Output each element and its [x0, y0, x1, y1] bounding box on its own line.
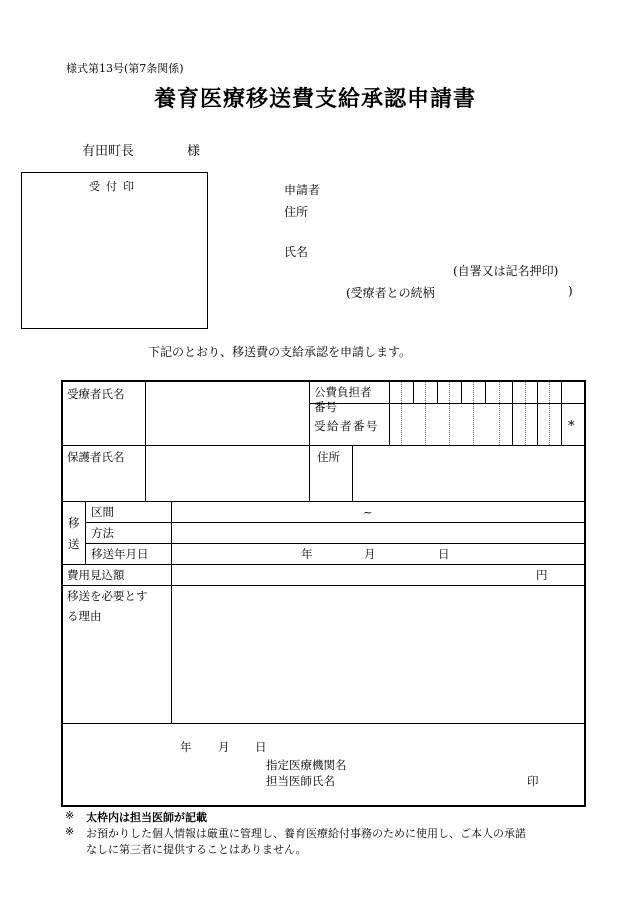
transport-year-label: 年 — [301, 547, 313, 561]
section-tilde: ~ — [363, 505, 373, 519]
medical-institution-label: 指定医療機関名 — [266, 758, 347, 772]
recipient-number-asterisk: * — [568, 419, 575, 434]
form-number: 様式第13号(第7条関係) — [66, 62, 184, 75]
estimated-cost-label: 費用見込額 — [67, 568, 125, 582]
public-payer-number-label-2: 番号 — [314, 400, 337, 414]
section-label: 区間 — [91, 505, 114, 519]
yen-label: 円 — [536, 568, 548, 582]
transport-label-1: 移 — [68, 516, 80, 530]
main-form-table — [61, 380, 586, 807]
guardian-address-label: 住所 — [317, 450, 340, 464]
relation-label: (受療者との続柄 — [346, 286, 435, 300]
reason-label-2: る理由 — [67, 609, 102, 623]
applicant-label: 申請者 — [284, 183, 321, 197]
form-title: 養育医療移送費支給承認申請書 — [153, 86, 476, 112]
recipient-number-label: 受給者番号 — [314, 419, 379, 433]
note-2-line-2: なしに第三者に提供することはありません。 — [86, 843, 307, 856]
transport-label-2: 送 — [68, 537, 80, 551]
application-statement: 下記のとおり、移送費の支給承認を申請します。 — [148, 345, 412, 359]
transport-day-label: 日 — [438, 547, 450, 561]
note-mark-2: ※ — [65, 825, 75, 838]
patient-name-label: 受療者氏名 — [67, 387, 125, 401]
relation-close: ) — [568, 284, 573, 298]
reception-stamp-box — [21, 172, 208, 329]
addressee-honorific: 様 — [187, 144, 201, 159]
certification-year-label: 年 — [180, 740, 192, 754]
method-label: 方法 — [91, 526, 114, 540]
transport-month-label: 月 — [364, 547, 376, 561]
public-payer-number-label-1: 公費負担者 — [314, 385, 372, 399]
note-2-line-1: お預かりした個人情報は厳重に管理し、養育医療給付事務のために使用し、ご本人の承諾 — [86, 827, 526, 840]
certification-month-label: 月 — [218, 740, 230, 754]
guardian-name-label: 保護者氏名 — [67, 450, 125, 464]
reason-label-1: 移送を必要とす — [67, 589, 148, 603]
signature-note: (自署又は記名押印) — [453, 264, 559, 278]
note-1: 太枠内は担当医師が記載 — [86, 811, 207, 824]
transport-date-label: 移送年月日 — [91, 547, 149, 561]
note-mark-1: ※ — [65, 809, 75, 822]
reception-stamp-label: 受付印 — [89, 180, 140, 193]
addressee: 有田町長 — [82, 144, 135, 159]
applicant-address-label: 住所 — [284, 205, 309, 219]
certification-day-label: 日 — [255, 740, 267, 754]
seal-label: 印 — [527, 774, 539, 788]
applicant-name-label: 氏名 — [284, 245, 309, 259]
doctor-name-label: 担当医師氏名 — [266, 774, 335, 788]
